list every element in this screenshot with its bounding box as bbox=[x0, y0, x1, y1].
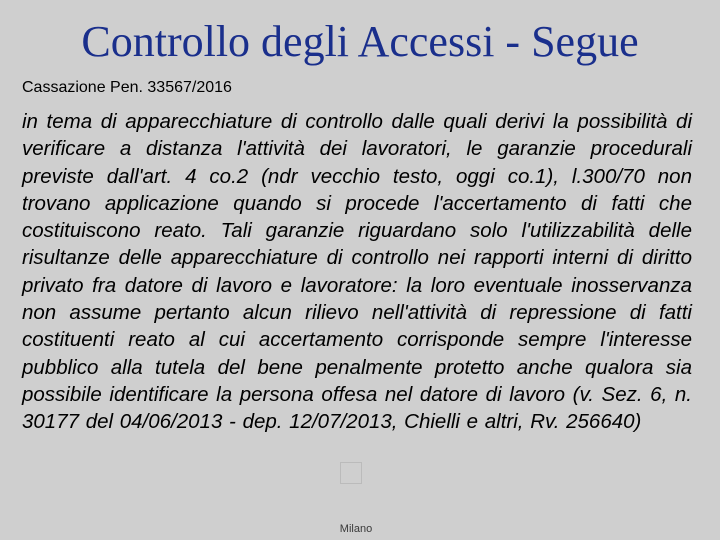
case-reference: Cassazione Pen. 33567/2016 bbox=[22, 79, 232, 96]
body-paragraph: in tema di apparecchiature di controllo dalle quali derivi la possibilità di verificare a distanza l'attività dei lavoratori, le garanzie procedurali previste dall'art. 4 co.2 (ndr vecchio testo, oggi co.1), l.300/70 non trovano applicazione quando si procede l'accertamento di fatti che costituiscono reato. Tali garanzie riguardano solo l'utilizzabilità delle risultanze delle apparecchiature di controllo nei rapporti interni di diritto privato fra datore di lavoro e lavoratore: la loro eventuale inosservanza non assume pertanto alcun rilievo nell'attività di repressione di fatti costituenti reato al cui accertamento corrisponde sempre l'interesse pubblico alla tutela del bene penalmente protetto anche qualora sia possibile identificare la persona offesa nel datore di lavoro (v. Sez. 6, n. 30177 del 04/06/2013 - dep. 12/07/2013, Chielli e altri, Rv. 256640) bbox=[22, 110, 692, 434]
slide-title: Controllo degli Accessi - Segue bbox=[81, 17, 639, 66]
watermark-logo bbox=[340, 462, 362, 484]
footer-location: Milano bbox=[339, 523, 373, 535]
